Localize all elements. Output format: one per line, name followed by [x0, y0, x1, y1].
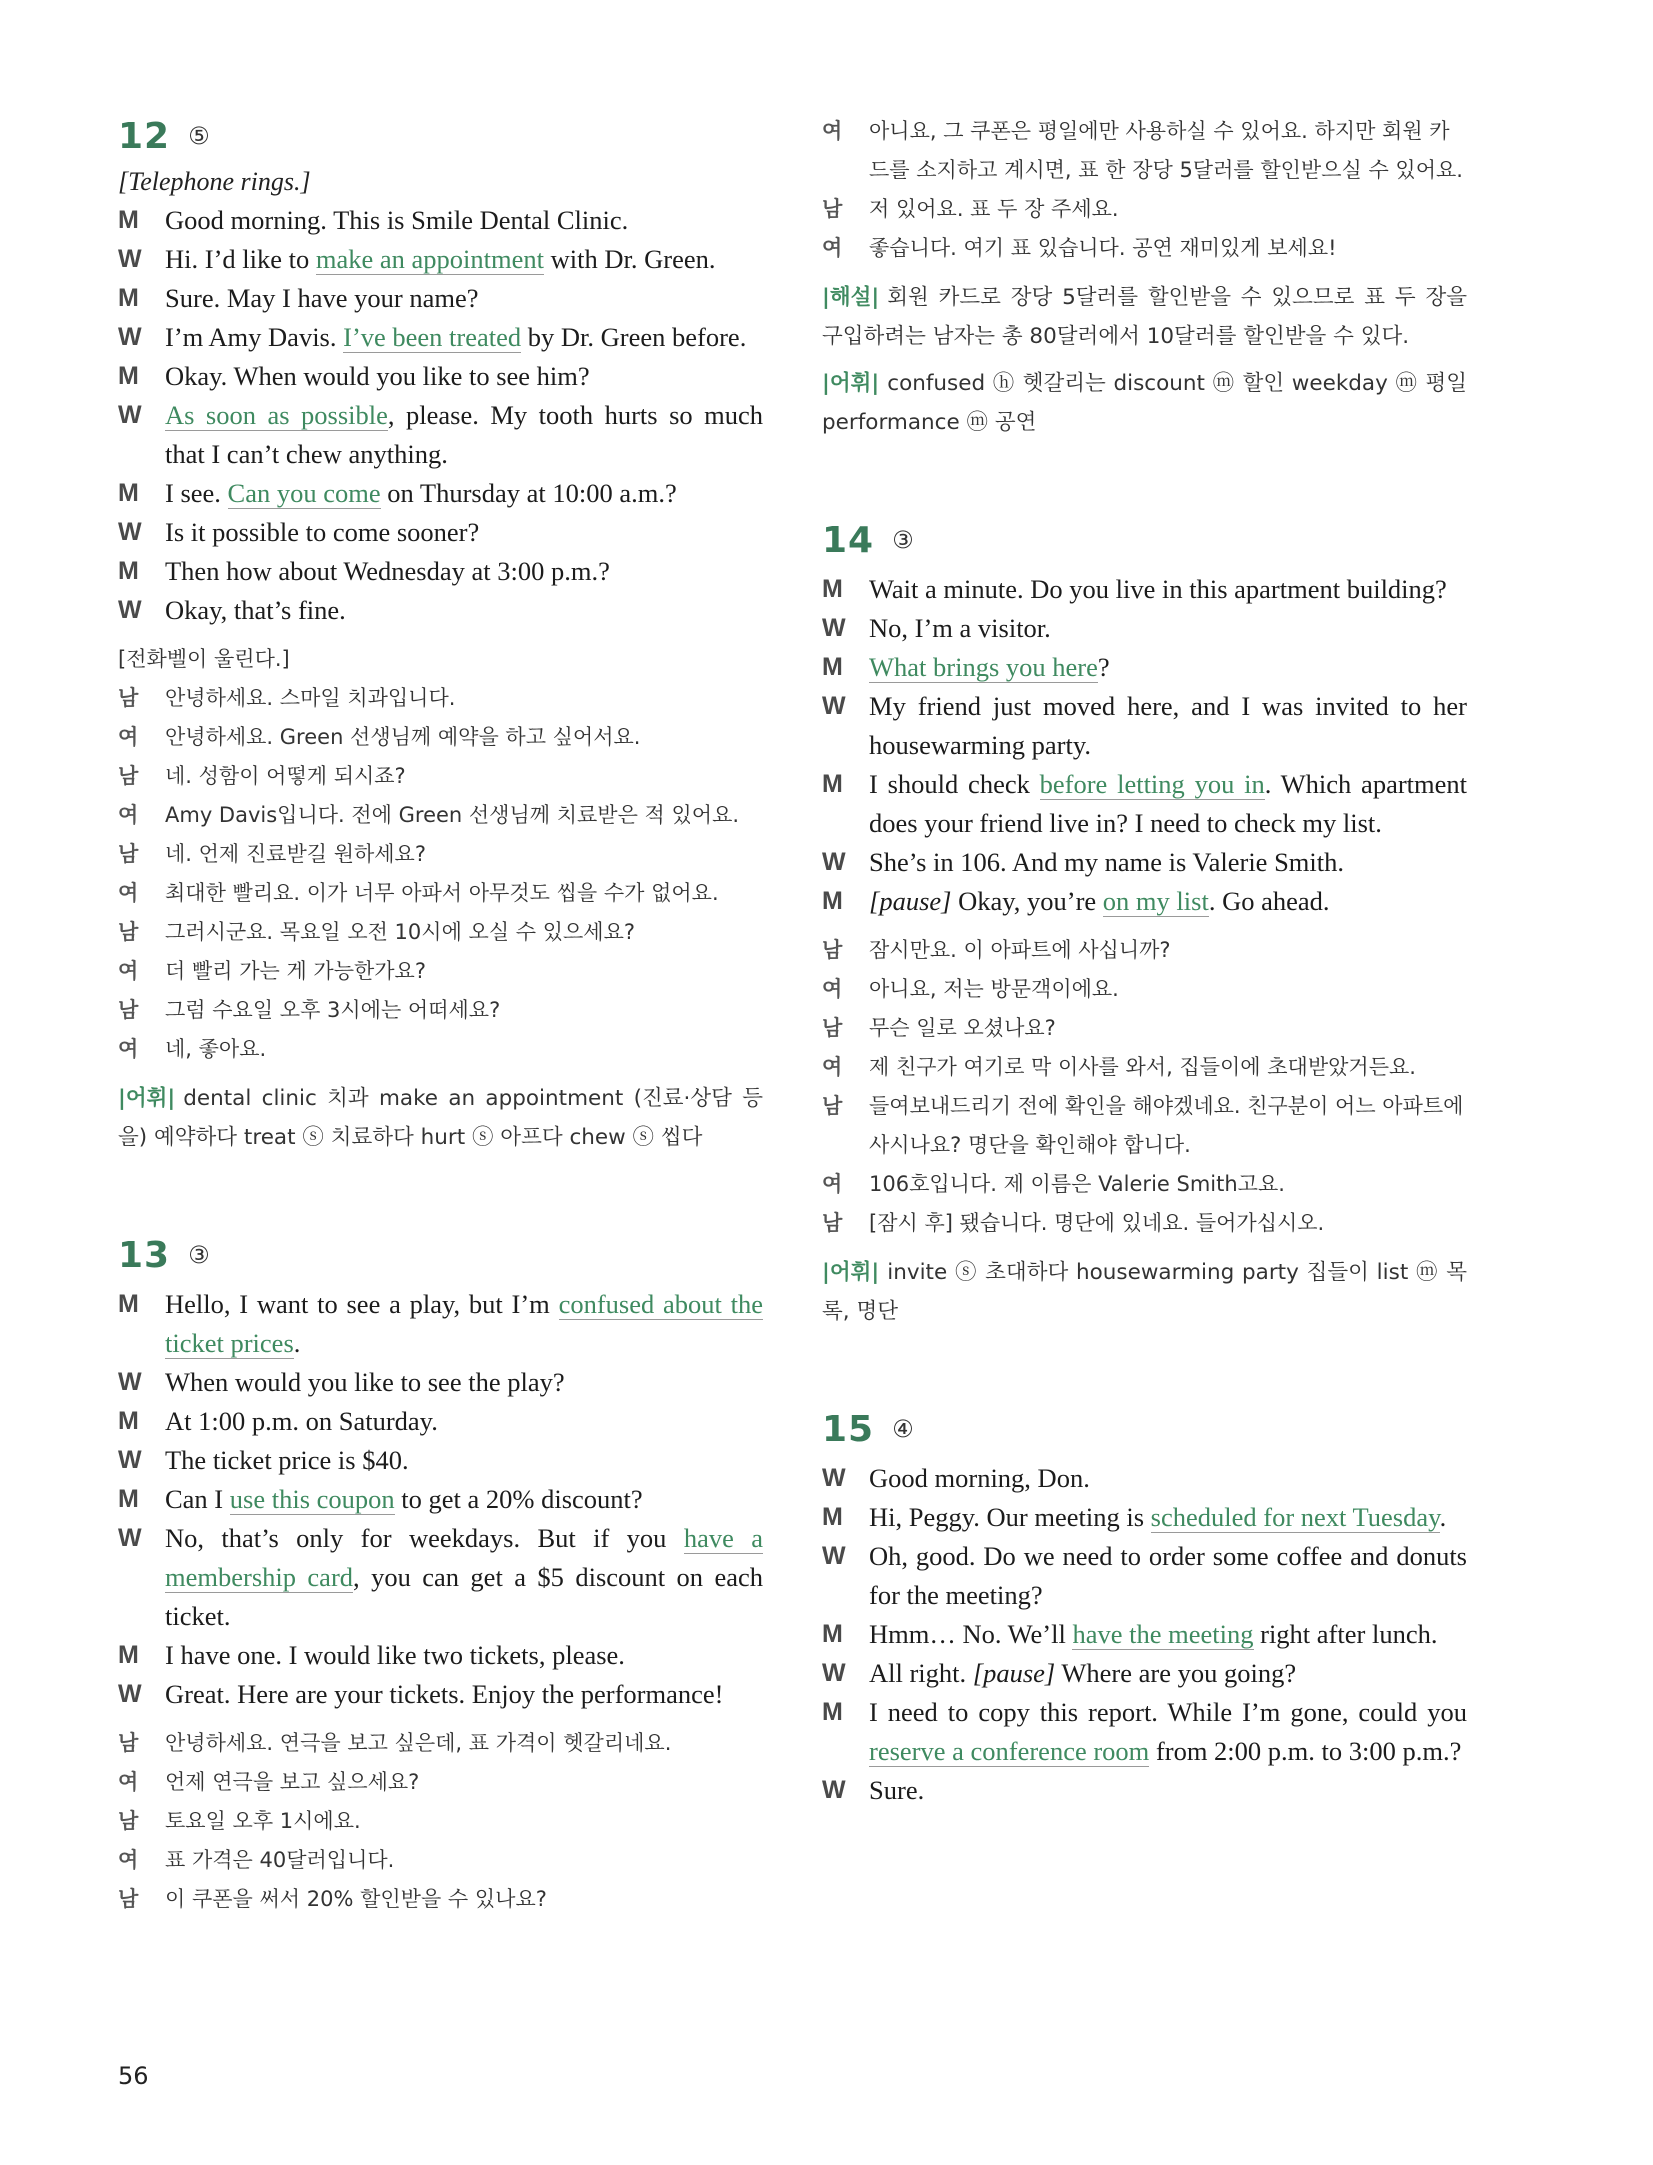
speaker: W — [822, 1776, 846, 1804]
translation-text: 안녕하세요. 연극을 보고 싶은데, 표 가격이 헷갈리네요. — [165, 1731, 672, 1755]
speaker: 여 — [822, 236, 843, 260]
speaker: 여 — [118, 1037, 139, 1061]
translation-line — [118, 679, 763, 718]
dialogue-line — [118, 1441, 763, 1480]
question-number: 12 — [118, 115, 171, 157]
translation-text: 더 빨리 가는 게 가능한가요? — [165, 959, 426, 983]
speaker: 여 — [118, 803, 139, 827]
question-14-header — [822, 518, 1467, 562]
stage-direction: [Telephone rings.] — [118, 167, 311, 196]
vocabulary-text: invite ⓢ 초대하다 housewarming party 집들이 list ⓜ 목록, 명단 — [822, 1260, 1467, 1324]
vocabulary-note — [118, 1079, 763, 1157]
translation-text: 토요일 오후 1시에요. — [165, 1809, 361, 1833]
speaker: 여 — [822, 977, 843, 1001]
speaker: 남 — [118, 1809, 139, 1833]
speaker: W — [118, 1680, 142, 1708]
vocabulary-tag: |어휘| — [822, 1260, 880, 1285]
speaker: 여 — [118, 725, 139, 749]
dialogue-line — [822, 1498, 1467, 1537]
right-column — [822, 0, 1467, 1810]
translation-line — [118, 1763, 763, 1802]
line-text: I have one. I would like two tickets, please. — [165, 1640, 625, 1670]
speaker: 남 — [118, 998, 139, 1022]
line-text: No, that’s only for weekdays. But if you have a membership card, you can get a $5 discount on each ticket. — [165, 1523, 763, 1631]
line-text: Hi. I’d like to make an appointment with Dr. Green. — [165, 244, 716, 274]
translation-text: 무슨 일로 오셨나요? — [869, 1016, 1056, 1040]
speaker: M — [822, 770, 843, 798]
dialogue-line — [118, 1363, 763, 1402]
dialogue-line — [118, 240, 763, 279]
speaker: W — [822, 614, 846, 642]
question-13-header — [118, 1233, 763, 1277]
line-text: Sure. — [869, 1775, 925, 1805]
line-text: [pause] Okay, you’re on my list. Go ahead. — [869, 886, 1330, 916]
dialogue-line — [822, 882, 1467, 921]
speaker: M — [822, 1503, 843, 1531]
speaker: 여 — [822, 119, 843, 143]
translation-text: 안녕하세요. Green 선생님께 예약을 하고 싶어서요. — [165, 725, 641, 749]
speaker: 남 — [118, 920, 139, 944]
translation-line — [118, 796, 763, 835]
speaker: M — [118, 362, 139, 390]
dialogue-line — [118, 396, 763, 474]
speaker: M — [822, 575, 843, 603]
speaker: W — [822, 1464, 846, 1492]
translation-line — [118, 718, 763, 757]
translation-text: 네. 성함이 어떻게 되시죠? — [165, 764, 406, 788]
dialogue-line — [118, 279, 763, 318]
translation-line — [822, 112, 1467, 190]
dialogue-line — [822, 1537, 1467, 1615]
translation-line — [822, 229, 1467, 268]
speaker: 남 — [118, 1887, 139, 1911]
dialogue-line — [118, 513, 763, 552]
speaker: 남 — [822, 1211, 843, 1235]
question-number: 13 — [118, 1234, 171, 1276]
speaker: M — [118, 1485, 139, 1513]
speaker: 남 — [822, 938, 843, 962]
line-text: Wait a minute. Do you live in this apartment building? — [869, 574, 1447, 604]
speaker: 남 — [822, 197, 843, 221]
key-phrase: have the meeting — [1072, 1619, 1254, 1649]
speaker: M — [118, 1641, 139, 1669]
speaker: M — [118, 479, 139, 507]
line-text: As soon as possible, please. My tooth hurts so much that I can’t chew anything. — [165, 400, 763, 469]
dialogue-line — [118, 357, 763, 396]
dialogue-line — [822, 1654, 1467, 1693]
speaker: 남 — [118, 1731, 139, 1755]
line-text: What brings you here? — [869, 652, 1110, 682]
translation-text: 그러시군요. 목요일 오전 10시에 오실 수 있으세요? — [165, 920, 636, 944]
explanation-tag: |해설| — [822, 285, 880, 310]
answer-mark: ③ — [188, 1241, 210, 1269]
line-text: All right. [pause] Where are you going? — [869, 1658, 1297, 1688]
speaker: 여 — [118, 1848, 139, 1872]
key-phrase: before letting you in — [1039, 769, 1265, 799]
line-text: Oh, good. Do we need to order some coffee and donuts for the meeting? — [869, 1541, 1467, 1610]
speaker: 여 — [118, 1770, 139, 1794]
dialogue-line — [822, 1771, 1467, 1810]
answer-mark: ⑤ — [188, 122, 210, 150]
speaker: W — [118, 401, 142, 429]
dialogue-line — [822, 1615, 1467, 1654]
translation-line — [118, 835, 763, 874]
speaker: M — [118, 1407, 139, 1435]
speaker: W — [822, 848, 846, 876]
translation-line — [118, 874, 763, 913]
translation-text: 잠시만요. 이 아파트에 사십니까? — [869, 938, 1171, 962]
dialogue-line — [118, 201, 763, 240]
key-phrase: reserve a conference room — [869, 1736, 1150, 1766]
dialogue-line — [118, 318, 763, 357]
speaker: 여 — [822, 1055, 843, 1079]
key-phrase: make an appointment — [315, 244, 544, 274]
left-column — [118, 0, 763, 1919]
line-text: The ticket price is $40. — [165, 1445, 409, 1475]
speaker: W — [118, 518, 142, 546]
dialogue-line — [822, 1459, 1467, 1498]
speaker: 남 — [118, 686, 139, 710]
line-text: I’m Amy Davis. I’ve been treated by Dr. Green before. — [165, 322, 747, 352]
line-text: Hmm… No. We’ll have the meeting right after lunch. — [869, 1619, 1438, 1649]
vocabulary-tag: |어휘| — [822, 371, 880, 396]
line-text: My friend just moved here, and I was invited to her housewarming party. — [869, 691, 1467, 760]
key-phrase: use this coupon — [229, 1484, 395, 1514]
translation-text: 네, 좋아요. — [165, 1037, 267, 1061]
dialogue-line — [822, 648, 1467, 687]
dialogue-line — [118, 1519, 763, 1636]
key-phrase: confused about the ticket prices — [165, 1289, 763, 1358]
vocabulary-text: dental clinic 치과 make an appointment (진료·상담 등을) 예약하다 treat ⓢ 치료하다 hurt ⓢ 아프다 chew ⓢ 씹다 — [118, 1086, 763, 1150]
translation-text: 아니요, 저는 방문객이에요. — [869, 977, 1119, 1001]
speaker: 여 — [118, 881, 139, 905]
speaker: M — [118, 284, 139, 312]
translation-line — [822, 931, 1467, 970]
speaker: W — [822, 692, 846, 720]
dialogue-line — [118, 1285, 763, 1363]
dialogue-line — [118, 1675, 763, 1714]
dialogue-line — [822, 687, 1467, 765]
speaker: W — [822, 1542, 846, 1570]
translation-text: 저 있어요. 표 두 장 주세요. — [869, 197, 1119, 221]
line-text: Hi, Peggy. Our meeting is scheduled for next Tuesday. — [869, 1502, 1447, 1532]
line-text: Good morning, Don. — [869, 1463, 1090, 1493]
question-12-header — [118, 114, 763, 158]
translation-text: 네. 언제 진료받길 원하세요? — [165, 842, 426, 866]
translation-line — [822, 190, 1467, 229]
speaker: W — [118, 1368, 142, 1396]
translation-line — [822, 1165, 1467, 1204]
speaker: W — [118, 1446, 142, 1474]
translation-line — [822, 1087, 1467, 1165]
speaker: 여 — [822, 1172, 843, 1196]
key-phrase: scheduled for next Tuesday — [1150, 1502, 1440, 1532]
speaker: M — [822, 887, 843, 915]
page-number: 56 — [118, 2062, 149, 2090]
speaker: 남 — [118, 842, 139, 866]
dialogue-line — [118, 474, 763, 513]
dialogue-line — [118, 552, 763, 591]
vocabulary-tag: |어휘| — [118, 1086, 176, 1111]
translation-line — [118, 991, 763, 1030]
translation-line — [118, 1030, 763, 1069]
speaker: M — [822, 653, 843, 681]
line-text: Can I use this coupon to get a 20% discount? — [165, 1484, 643, 1514]
line-text: Good morning. This is Smile Dental Clinic. — [165, 205, 629, 235]
line-text: No, I’m a visitor. — [869, 613, 1051, 643]
translation-text: 언제 연극을 보고 싶으세요? — [165, 1770, 420, 1794]
speaker: W — [822, 1659, 846, 1687]
explanation-text: 회원 카드로 장당 5달러를 할인받을 수 있으므로 표 두 장을 구입하려는 남자는 총 80달러에서 10달러를 할인받을 수 있다. — [822, 285, 1467, 349]
dialogue-line — [822, 843, 1467, 882]
translation-text: 들여보내드리기 전에 확인을 해야겠네요. 친구분이 어느 아파트에 사시나요? 명단을 확인해야 합니다. — [869, 1094, 1464, 1157]
vocabulary-text: confused ⓗ 헷갈리는 discount ⓜ 할인 weekday ⓜ 평일 performance ⓜ 공연 — [822, 371, 1467, 435]
speaker: M — [118, 557, 139, 585]
translation-text: [잠시 후] 됐습니다. 명단에 있네요. 들어가십시오. — [869, 1211, 1325, 1235]
line-text: Sure. May I have your name? — [165, 283, 479, 313]
speaker: M — [118, 1290, 139, 1318]
dialogue-line — [822, 765, 1467, 843]
translation-line — [118, 952, 763, 991]
key-phrase: Can you come — [227, 478, 381, 508]
line-text: I should check before letting you in. Which apartment does your friend live in? I need to check my list. — [869, 769, 1468, 838]
explanation-note — [822, 278, 1467, 356]
vocabulary-note — [822, 364, 1467, 442]
speaker: 남 — [118, 764, 139, 788]
speaker: W — [118, 1524, 142, 1552]
translation-text: 표 가격은 40달러입니다. — [165, 1848, 395, 1872]
speaker: M — [822, 1698, 843, 1726]
line-text: Great. Here are your tickets. Enjoy the performance! — [165, 1679, 724, 1709]
translation-line — [822, 1204, 1467, 1243]
speaker: 남 — [822, 1016, 843, 1040]
question-15-header — [822, 1407, 1467, 1451]
dialogue-line — [118, 1402, 763, 1441]
key-phrase: What brings you here — [869, 652, 1098, 682]
translation-text: 제 친구가 여기로 막 이사를 와서, 집들이에 초대받았거든요. — [869, 1055, 1416, 1079]
line-text: Hello, I want to see a play, but I’m confused about the ticket prices. — [165, 1289, 763, 1358]
dialogue-line — [118, 1480, 763, 1519]
dialogue-line — [118, 1636, 763, 1675]
speaker: W — [118, 323, 142, 351]
dialogue-line — [822, 609, 1467, 648]
answer-mark: ③ — [892, 526, 914, 554]
translation-line — [118, 1724, 763, 1763]
vocabulary-note — [822, 1253, 1467, 1331]
line-text: When would you like to see the play? — [165, 1367, 565, 1397]
speaker: 남 — [822, 1094, 843, 1118]
translation-line — [118, 1841, 763, 1880]
translation-text: Amy Davis입니다. 전에 Green 선생님께 치료받은 적 있어요. — [165, 803, 740, 827]
korean-stage-direction: [전화벨이 울린다.] — [118, 647, 290, 671]
line-text: At 1:00 p.m. on Saturday. — [165, 1406, 438, 1436]
dialogue-line — [118, 591, 763, 630]
translation-line — [118, 1880, 763, 1919]
line-text: She’s in 106. And my name is Valerie Smith. — [869, 847, 1345, 877]
translation-text: 안녕하세요. 스마일 치과입니다. — [165, 686, 456, 710]
translation-text: 최대한 빨리요. 이가 너무 아파서 아무것도 씹을 수가 없어요. — [165, 881, 719, 905]
dialogue-line — [822, 1693, 1467, 1771]
translation-line — [118, 1802, 763, 1841]
dialogue-line — [822, 570, 1467, 609]
line-text: I need to copy this report. While I’m gone, could you reserve a conference room from 2:00 p.m. to 3:00 p.m.? — [869, 1697, 1467, 1766]
speaker: W — [118, 245, 142, 273]
key-phrase: As soon as possible — [165, 400, 388, 430]
line-text: Is it possible to come sooner? — [165, 517, 480, 547]
translation-text: 106호입니다. 제 이름은 Valerie Smith고요. — [869, 1172, 1285, 1196]
line-text: Then how about Wednesday at 3:00 p.m.? — [165, 556, 610, 586]
key-phrase: on my list — [1102, 886, 1209, 916]
translation-line — [118, 757, 763, 796]
line-text: I see. Can you come on Thursday at 10:00 a.m.? — [165, 478, 677, 508]
key-phrase: have a membership card — [165, 1523, 763, 1592]
answer-mark: ④ — [892, 1415, 914, 1443]
translation-text: 이 쿠폰을 써서 20% 할인받을 수 있나요? — [165, 1887, 547, 1911]
translation-line — [822, 1009, 1467, 1048]
translation-line — [118, 913, 763, 952]
translation-text: 아니요, 그 쿠폰은 평일에만 사용하실 수 있어요. 하지만 회원 카드를 소지하고 계시면, 표 한 장당 5달러를 할인받으실 수 있어요. — [869, 119, 1463, 182]
speaker: M — [822, 1620, 843, 1648]
speaker: 여 — [118, 959, 139, 983]
key-phrase: I’ve been treated — [343, 322, 522, 352]
translation-line — [822, 1048, 1467, 1087]
speaker: M — [118, 206, 139, 234]
speaker: W — [118, 596, 142, 624]
translation-line — [822, 970, 1467, 1009]
line-text: Okay, that’s fine. — [165, 595, 346, 625]
question-number: 14 — [822, 519, 875, 561]
question-number: 15 — [822, 1408, 875, 1450]
line-text: Okay. When would you like to see him? — [165, 361, 590, 391]
translation-text: 좋습니다. 여기 표 있습니다. 공연 재미있게 보세요! — [869, 236, 1337, 260]
translation-text: 그럼 수요일 오후 3시에는 어떠세요? — [165, 998, 501, 1022]
